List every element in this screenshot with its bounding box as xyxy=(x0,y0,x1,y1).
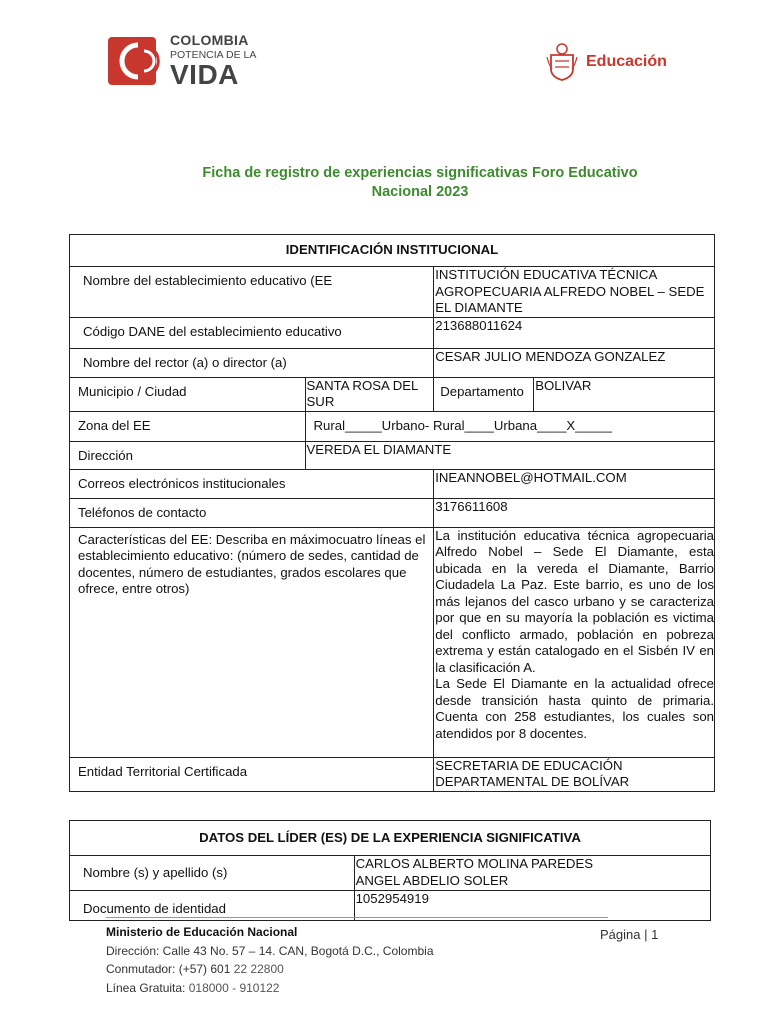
page-title xyxy=(120,164,720,202)
footer xyxy=(106,923,434,997)
footer-phone-value: 22 22800 xyxy=(233,962,284,976)
zona-label: Zona del EE xyxy=(70,411,306,441)
municipio-value: SANTA ROSA DEL SUR xyxy=(305,377,434,411)
educacion-label: Educación xyxy=(586,53,667,70)
title-line-2: Nacional 2023 xyxy=(371,184,469,200)
caracteristicas-paragraph-1: La institución educativa técnica agropecuaria Alfredo Nobel – Sede El Diamante, esta ubicada en la vereda el Diamante, Barrio Ciudadela La Paz. Este barrio, es uno de los más lejanos del casco urbano y se caracteriza por que en su mayoría la población es victima del conflicto armado, población en pobreza extrema y están catalogado en el Sisbén IV en la clasificación A. xyxy=(435,527,714,675)
telefonos-value: 3176611608 xyxy=(434,498,715,527)
lider-nombre-label: Nombre (s) y apellido (s) xyxy=(70,856,355,891)
direccion-value: VEREDA EL DIAMANTE xyxy=(305,441,715,469)
documento-label: Documento de identidad xyxy=(70,891,355,921)
dane-value: 213688011624 xyxy=(434,317,715,348)
coat-of-arms-icon xyxy=(546,43,578,81)
correos-value: INEANNOBEL@HOTMAIL.COM xyxy=(434,469,715,498)
caracteristicas-label: Características del EE: Describa en máximocuatro líneas el establecimiento educativo: (número de sedes, cantidad de docentes, número de estudiantes, grados escolares que ofrece, entre otros) xyxy=(70,527,434,757)
dane-label: Código DANE del establecimiento educativo xyxy=(70,317,434,348)
municipio-label: Municipio / Ciudad xyxy=(70,377,306,411)
colombia-logo-icon xyxy=(108,35,160,87)
entidad-value: SECRETARIA DE EDUCACIÓN DEPARTAMENTAL DE BOLÍVAR xyxy=(434,757,715,791)
rector-value: CESAR JULIO MENDOZA GONZALEZ xyxy=(434,348,715,377)
lider-nombre-2: ANGEL ABDELIO SOLER xyxy=(355,872,509,888)
logo-line-3: VIDA xyxy=(170,59,239,91)
footer-toll-label: Línea Gratuita: xyxy=(106,980,186,995)
datos-lider-table xyxy=(69,820,711,921)
entidad-label: Entidad Territorial Certificada xyxy=(70,757,434,791)
lider-heading: DATOS DEL LÍDER (ES) DE LA EXPERIENCIA SIGNIFICATIVA xyxy=(70,821,711,856)
footer-toll xyxy=(106,979,434,998)
departamento-value: BOLIVAR xyxy=(534,377,715,411)
page-number: Página | 1 xyxy=(600,927,659,942)
lider-nombre-1: CARLOS ALBERTO MOLINA PAREDES xyxy=(355,856,594,871)
nombre-ee-value: INSTITUCIÓN EDUCATIVA TÉCNICA AGROPECUARIA ALFREDO NOBEL – SEDE EL DIAMANTE xyxy=(434,267,715,318)
rector-label: Nombre del rector (a) o director (a) xyxy=(70,348,434,377)
departamento-label: Departamento xyxy=(434,377,534,411)
logo-line-2: POTENCIA DE LA xyxy=(170,48,257,61)
identificacion-institucional-table xyxy=(69,234,715,792)
footer-address: Dirección: Calle 43 No. 57 – 14. CAN, Bogotá D.C., Colombia xyxy=(106,943,434,958)
correos-label: Correos electrónicos institucionales xyxy=(70,469,434,498)
title-line-1: Ficha de registro de experiencias significativas Foro Educativo xyxy=(202,165,638,181)
footer-ministry: Ministerio de Educación Nacional xyxy=(106,925,298,939)
logo-line-1: COLOMBIA xyxy=(170,31,249,48)
lider-nombre-value xyxy=(354,856,710,891)
nombre-ee-label: Nombre del establecimiento educativo (EE xyxy=(70,267,434,318)
footer-divider xyxy=(106,917,608,918)
documento-value: 1052954919 xyxy=(354,891,710,921)
educacion-logo xyxy=(546,43,667,81)
zona-value: Rural_____Urbano- Rural____Urbana____X_____ xyxy=(305,411,715,441)
direccion-label: Dirección xyxy=(70,441,306,469)
footer-phone xyxy=(106,960,434,979)
footer-phone-label: Conmutador: (+57) 601 xyxy=(106,962,231,976)
caracteristicas-paragraph-2: La Sede El Diamante en la actualidad ofrece desde transición hasta quinto de primaria. Cuenta con 258 estudiantes, los cuales son atendidos por 8 docentes. xyxy=(435,676,714,741)
caracteristicas-value xyxy=(434,527,715,757)
footer-toll-value: 018000 - 910122 xyxy=(188,980,280,995)
table-heading: IDENTIFICACIÓN INSTITUCIONAL xyxy=(70,235,715,267)
colombia-potencia-de-la-vida-logo xyxy=(108,31,257,91)
telefonos-label: Teléfonos de contacto xyxy=(70,498,434,527)
